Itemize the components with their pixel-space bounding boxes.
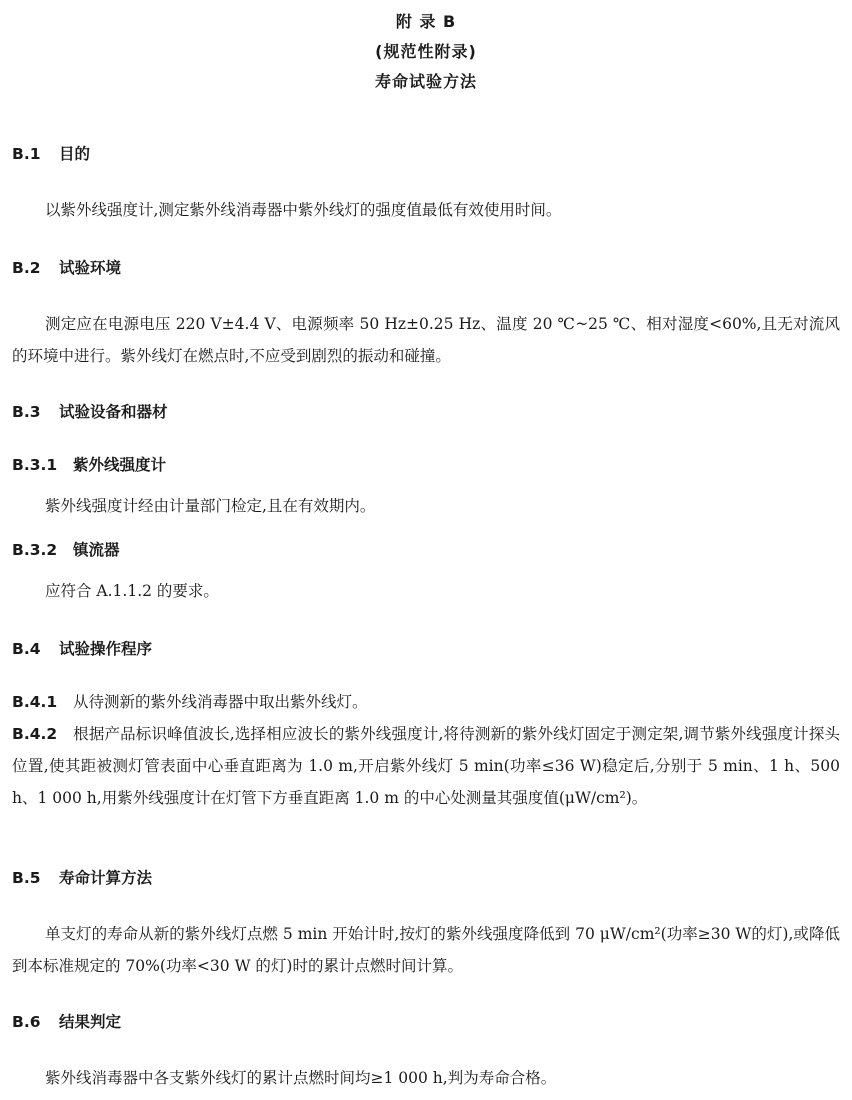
- paragraph-b2: 测定应在电源电压 220 V±4.4 V、电源频率 50 Hz±0.25 Hz、温度 20 ℃~25 ℃、相对湿度<60%,且无对流风的环境中进行。紫外线灯在燃点时,不应受到剧烈的振动和碰撞。: [12, 315, 840, 365]
- paragraph-b5: 单支灯的寿命从新的紫外线灯点燃 5 min 开始计时,按灯的紫外线强度降低到 70 μW/cm²(功率≥30 W的灯),或降低到本标准规定的 70%(功率<30 W 的灯)时的累计点燃时间计算。: [12, 925, 840, 975]
- section-heading-b1: [12, 144, 90, 164]
- section-title: 寿命计算方法: [59, 869, 153, 887]
- section-title: 试验操作程序: [59, 640, 153, 658]
- section-heading-b5: [12, 868, 152, 888]
- item-number: B.4.1: [12, 693, 58, 711]
- section-heading-b3: [12, 402, 168, 422]
- section-number: B.2: [12, 259, 41, 277]
- section-heading-b6: [12, 1012, 121, 1032]
- section-number: B.5: [12, 869, 41, 887]
- section-number: B.4: [12, 640, 41, 658]
- paragraph-b32: 应符合 A.1.1.2 的要求。: [45, 582, 219, 600]
- section-heading-b32: [12, 540, 120, 560]
- paragraph-b41: [12, 686, 840, 718]
- section-heading-b4: [12, 639, 152, 659]
- section-title: 试验环境: [59, 259, 122, 277]
- item-text: 根据产品标识峰值波长,选择相应波长的紫外线强度计,将待测新的紫外线灯固定于测定架,调节紫外线强度计探头位置,使其距被测灯管表面中心垂直距离为 1.0 m,开启紫外线灯 5 min(功率≤36 W)稳定后,分别于 5 min、1 h、500 h、1 000 h,用紫外线强度计在灯管下方垂直距离 1.0 m 的中心处测量其强度值(μW/cm²)。: [12, 725, 840, 807]
- appendix-label: 附 录 B: [395, 12, 457, 31]
- paragraph-b1: 以紫外线强度计,测定紫外线消毒器中紫外线灯的强度值最低有效使用时间。: [45, 201, 562, 219]
- section-number: B.3.1: [12, 456, 58, 474]
- paragraph-b6: 紫外线消毒器中各支紫外线灯的累计点燃时间均≥1 000 h,判为寿命合格。: [45, 1069, 557, 1087]
- paragraph-b31: 紫外线强度计经由计量部门检定,且在有效期内。: [45, 497, 376, 515]
- section-title: 镇流器: [73, 541, 120, 559]
- section-number: B.1: [12, 145, 41, 163]
- section-title: 目的: [59, 145, 91, 163]
- appendix-type: (规范性附录): [375, 42, 477, 61]
- paragraph-b42: [12, 718, 840, 814]
- section-title: 试验设备和器材: [59, 403, 168, 421]
- section-number: B.6: [12, 1013, 41, 1031]
- section-number: B.3.2: [12, 541, 58, 559]
- section-heading-b31: [12, 455, 166, 475]
- section-title: 紫外线强度计: [73, 456, 167, 474]
- item-number: B.4.2: [12, 725, 58, 743]
- section-heading-b2: [12, 258, 121, 278]
- item-text: 从待测新的紫外线消毒器中取出紫外线灯。: [73, 693, 368, 711]
- section-number: B.3: [12, 403, 41, 421]
- section-title: 结果判定: [59, 1013, 122, 1031]
- appendix-title: 寿命试验方法: [374, 72, 477, 91]
